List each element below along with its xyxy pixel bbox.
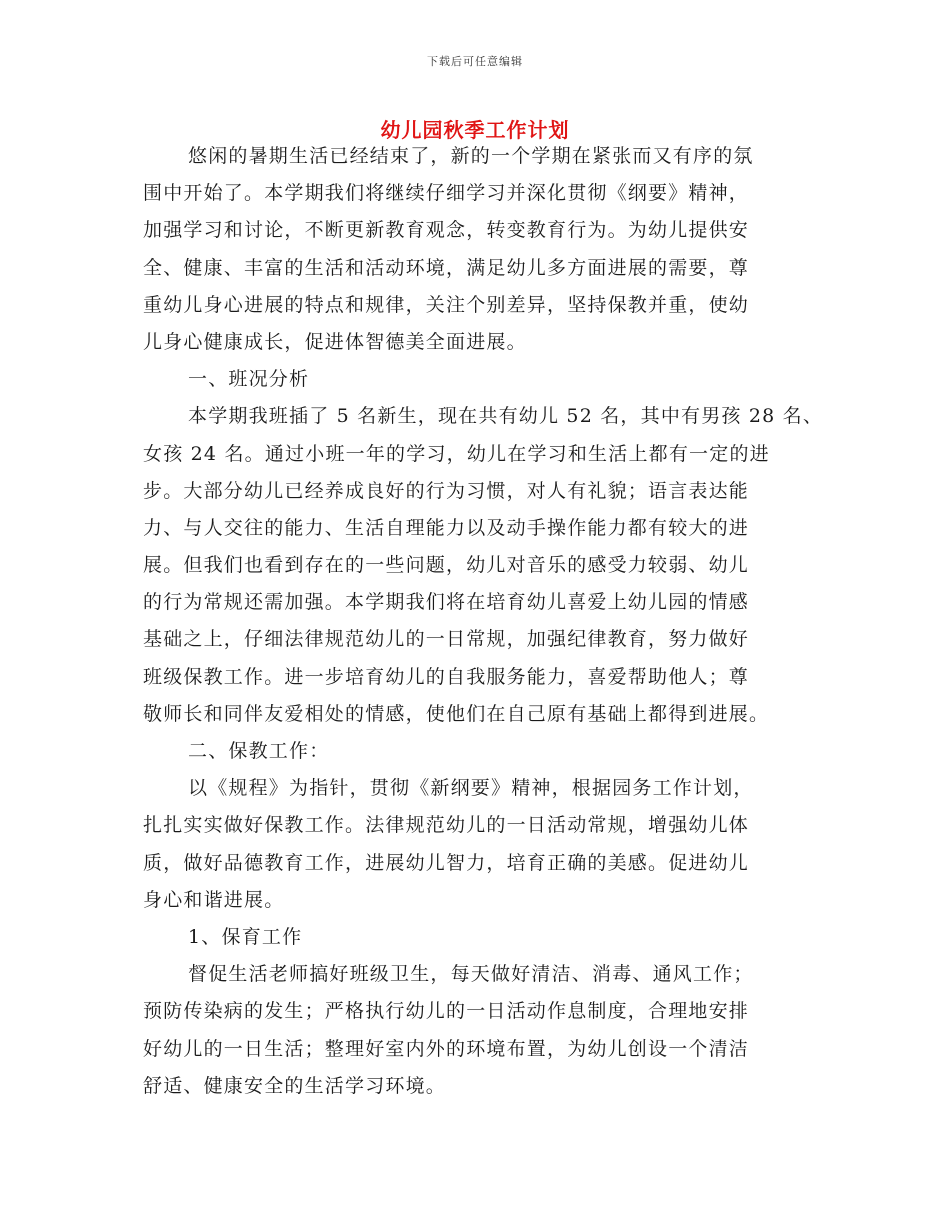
text-line: 加强学习和讨论，不断更新教育观念，转变教育行为。为幼儿提供安	[143, 219, 750, 242]
text-line: 儿身心健康成长，促进体智德美全面进展。	[143, 330, 527, 353]
text-line: 1、保育工作	[188, 925, 303, 948]
text-line: 督促生活老师搞好班级卫生，每天做好清洁、消毒、通风工作；	[188, 963, 754, 986]
text-line: 好幼儿的一日生活；整理好室内外的环境布置，为幼儿创设一个清洁	[143, 1037, 750, 1060]
text-line: 基础之上，仔细法律规范幼儿的一日常规，加强纪律教育，努力做好	[143, 628, 750, 651]
text-line: 身心和谐进展。	[143, 888, 285, 911]
text-line: 敬师长和同伴友爱相处的情感，使他们在自己原有基础上都得到进展。	[143, 702, 770, 725]
text-line: 扎扎实实做好保教工作。法律规范幼儿的一日活动常规，增强幼儿体	[143, 814, 750, 837]
document-body	[143, 138, 823, 1105]
text-line: 以《规程》为指针，贯彻《新纲要》精神，根据园务工作计划，	[188, 777, 754, 800]
text-line: 舒适、健康安全的生活学习环境。	[143, 1074, 447, 1097]
text-line: 本学期我班插了 5 名新生，现在共有幼儿 52 名，其中有男孩 28 名、	[188, 405, 824, 428]
text-line: 女孩 24 名。通过小班一年的学习，幼儿在学习和生活上都有一定的进	[143, 442, 770, 465]
text-line: 围中开始了。本学期我们将继续仔细学习并深化贯彻《纲要》精神，	[143, 182, 750, 205]
text-line: 一、班况分析	[188, 368, 310, 391]
document-title: 幼儿园秋季工作计划	[380, 118, 570, 142]
text-line: 展。但我们也看到存在的一些问题，幼儿对音乐的感受力较弱、幼儿	[143, 554, 750, 577]
text-line: 预防传染病的发生；严格执行幼儿的一日活动作息制度，合理地安排	[143, 1000, 750, 1023]
text-line: 悠闲的暑期生活已经结束了，新的一个学期在紧张而又有序的氛	[188, 145, 754, 167]
text-line: 全、健康、丰富的生活和活动环境，满足幼儿多方面进展的需要，尊	[143, 256, 750, 279]
text-line: 力、与人交往的能力、生活自理能力以及动手操作能力都有较大的进	[143, 516, 750, 539]
text-line: 步。大部分幼儿已经养成良好的行为习惯，对人有礼貌；语言表达能	[143, 479, 750, 502]
header-note: 下载后可任意编辑	[427, 55, 523, 68]
text-line: 的行为常规还需加强。本学期我们将在培育幼儿喜爱上幼儿园的情感	[143, 591, 750, 614]
text-line: 二、保教工作：	[188, 740, 330, 762]
text-line: 重幼儿身心进展的特点和规律，关注个别差异，坚持保教并重，使幼	[143, 293, 750, 316]
text-line: 质，做好品德教育工作，进展幼儿智力，培育正确的美感。促进幼儿	[143, 851, 750, 874]
text-line: 班级保教工作。进一步培育幼儿的自我服务能力，喜爱帮助他人；尊	[143, 665, 750, 688]
